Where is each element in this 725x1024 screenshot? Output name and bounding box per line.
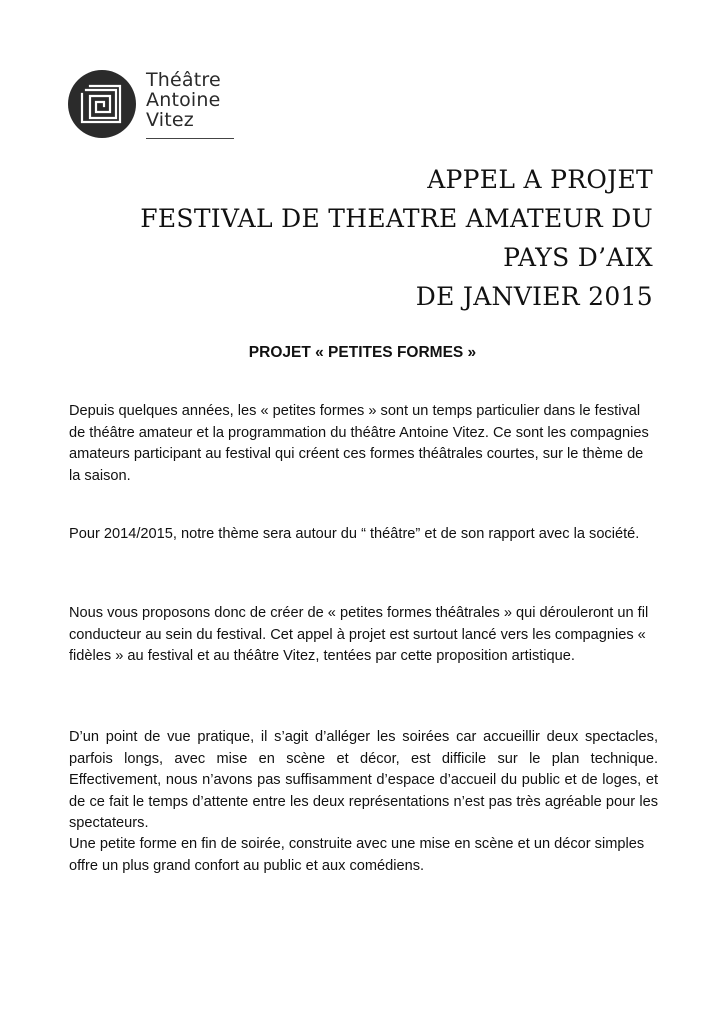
paragraph-theme: Pour 2014/2015, notre thème sera autour du “ théâtre” et de son rapport avec la société. bbox=[69, 526, 640, 542]
labyrinth-circle-icon bbox=[68, 70, 136, 138]
title-line-4: DE JANVIER 2015 bbox=[415, 282, 653, 311]
paragraph-conclusion: Une petite forme en fin de soirée, construite avec une mise en scène et un décor simples offre un plus grand confort au public et aux comédiens. bbox=[69, 836, 645, 874]
theatre-logo bbox=[68, 70, 238, 150]
paragraph-intro: Depuis quelques années, les « petites formes » sont un temps particulier dans le festival de théâtre amateur et la programmation du théâtre Antoine Vitez. Ce sont les compagnies amateurs participant au festival qui créent ces formes théâtrales courtes, sur le thème de la saison. bbox=[69, 403, 649, 484]
paragraph-practical: D’un point de vue pratique, il s’agit d’alléger les soirées car accueillir deux spectacles, parfois longs, avec mise en scène et décor, est difficile sur le plan technique. Effectivement, nous n’avons pas suffisamment d’espace d’accueil du public et de loges, et de ce fait le temps d’attente entre les deux représentations n’est pas très agréable pour les spectateurs. bbox=[69, 729, 658, 831]
section-heading: PROJET « PETITES FORMES » bbox=[248, 344, 477, 361]
title-line-3: PAYS D’AIX bbox=[503, 243, 653, 272]
logo-word-2: Antoine bbox=[146, 89, 221, 111]
logo-word-1: Théâtre bbox=[146, 69, 221, 91]
logo-wordmark bbox=[146, 70, 236, 130]
logo-divider bbox=[146, 138, 234, 139]
title-line-2: FESTIVAL DE THEATRE AMATEUR DU bbox=[140, 204, 653, 233]
paragraph-proposal: Nous vous proposons donc de créer de « petites formes théâtrales » qui dérouleront un fil conducteur au sein du festival. Cet appel à projet est surtout lancé vers les compagnies « fidèles » au festival et au théâtre Vitez, tentées par cette proposition artistique. bbox=[69, 605, 649, 664]
document-title bbox=[53, 160, 653, 316]
logo-word-3: Vitez bbox=[146, 109, 194, 131]
title-line-1: APPEL A PROJET bbox=[427, 165, 653, 194]
